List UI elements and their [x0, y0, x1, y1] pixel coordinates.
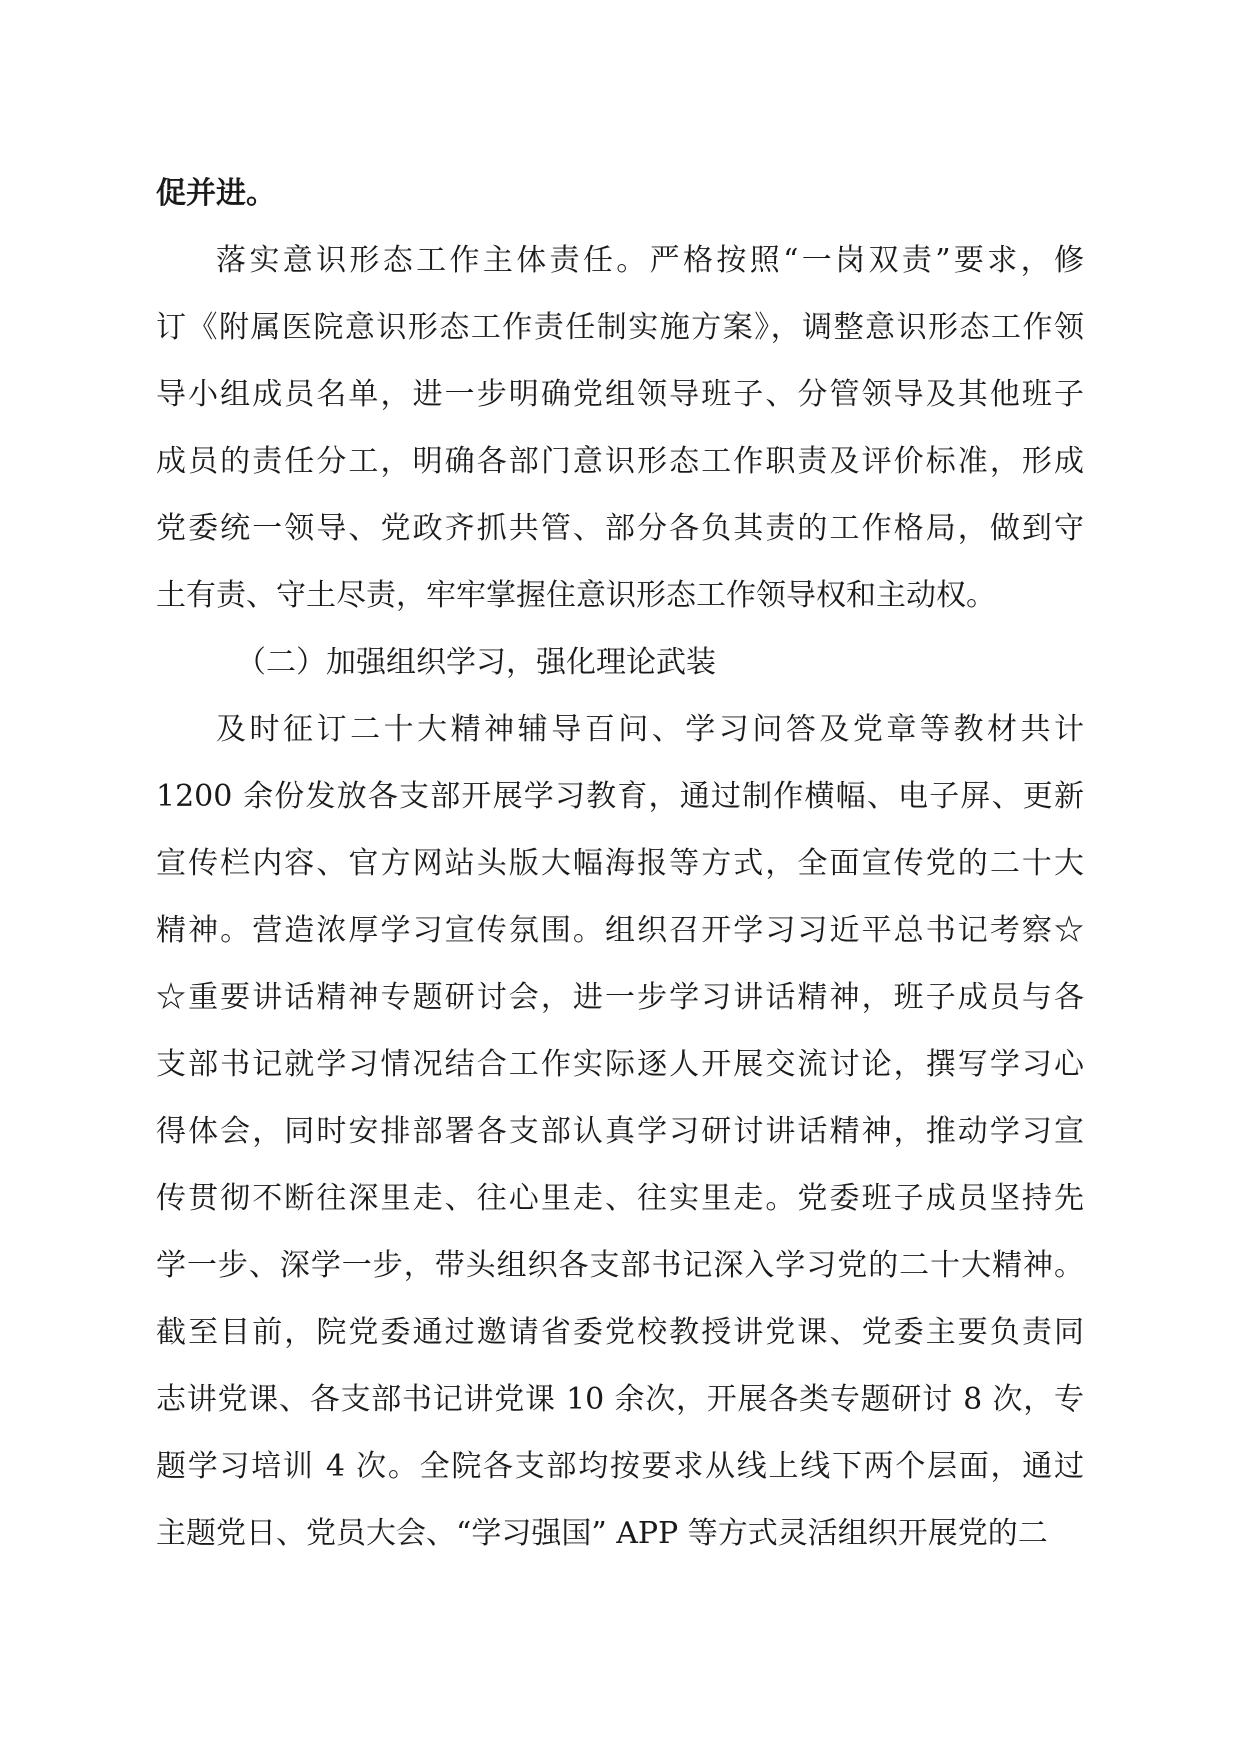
text-line-21: 主题党日、党员大会、“学习强国” APP 等方式灵活组织开展党的二 [156, 1516, 1048, 1551]
text-line-13: ☆重要讲话精神专题研讨会，进一步学习讲话精神，班子成员与各 [156, 980, 1084, 1015]
text-line-9: 及时征订二十大精神辅导百问、学习问答及党章等教材共计 [216, 712, 1084, 747]
text-line-18: 截至目前，院党委通过邀请省委党校教授讲党课、党委主要负责同 [156, 1315, 1084, 1350]
text-line-16: 传贯彻不断往深里走、往心里走、往实里走。党委班子成员坚持先 [156, 1181, 1084, 1216]
text-line-11: 宣传栏内容、官方网站头版大幅海报等方式，全面宣传党的二十大 [156, 846, 1084, 881]
section-heading: （二）加强组织学习，强化理论武装 [236, 645, 716, 680]
text-line-10: 1200 余份发放各支部开展学习教育，通过制作横幅、电子屏、更新 [156, 779, 1084, 814]
text-line-14: 支部书记就学习情况结合工作实际逐人开展交流讨论，撰写学习心 [156, 1047, 1084, 1082]
text-line-19: 志讲党课、各支部书记讲党课 10 余次，开展各类专题研讨 8 次，专 [156, 1382, 1084, 1417]
text-line-17: 学一步、深学一步，带头组织各支部书记深入学习党的二十大精神。 [156, 1248, 1084, 1283]
text-line-20: 题学习培训 4 次。全院各支部均按要求从线上线下两个层面，通过 [156, 1449, 1084, 1484]
text-line-7: 土有责、守土尽责，牢牢掌握住意识形态工作领导权和主动权。 [156, 578, 996, 613]
text-line-5: 成员的责任分工，明确各部门意识形态工作职责及评价标准，形成 [156, 444, 1084, 479]
text-line-15: 得体会，同时安排部署各支部认真学习研讨讲话精神，推动学习宣 [156, 1114, 1084, 1149]
text-line-1: 促并进。 [156, 176, 276, 211]
text-line-2: 落实意识形态工作主体责任。严格按照“一岗双责”要求，修 [216, 243, 1084, 278]
text-line-3: 订《附属医院意识形态工作责任制实施方案》，调整意识形态工作领 [156, 310, 1084, 345]
text-line-6: 党委统一领导、党政齐抓共管、部分各负其责的工作格局，做到守 [156, 511, 1084, 546]
text-line-4: 导小组成员名单，进一步明确党组领导班子、分管领导及其他班子 [156, 377, 1084, 412]
text-line-12: 精神。营造浓厚学习宣传氛围。组织召开学习习近平总书记考察☆ [156, 913, 1084, 948]
